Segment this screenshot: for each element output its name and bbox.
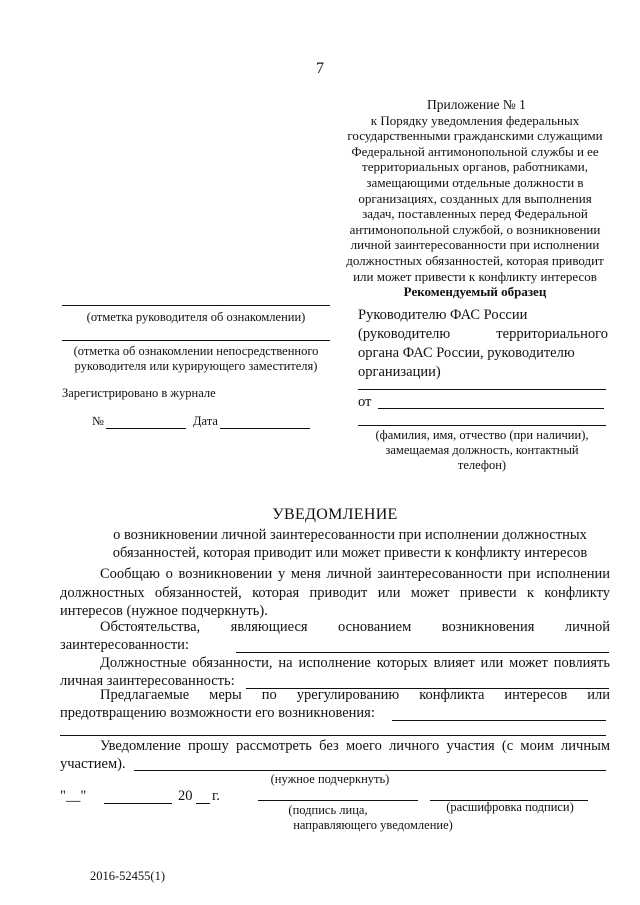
footer-code: 2016-52455(1) xyxy=(90,869,165,883)
paragraph-line: личная заинтересованность: xyxy=(60,673,235,689)
participation-caption: (нужное подчеркнуть) xyxy=(270,772,390,786)
notice-title: УВЕДОМЛЕНИЕ xyxy=(272,506,398,523)
addressee-line: органа ФАС России, руководителю xyxy=(358,345,575,361)
addressee-line xyxy=(358,325,608,344)
signature-caption-2: направляющего уведомление) xyxy=(293,818,453,832)
appendix-title: Приложение № 1 xyxy=(427,97,526,112)
notice-paragraph-1 xyxy=(60,565,610,621)
addressee-word: (руководителю xyxy=(358,326,451,342)
from-caption xyxy=(358,428,606,473)
paragraph-line: Должностные обязанности, на исполнение которых влияет или может повлиять xyxy=(100,655,610,671)
appendix-line: замещающими отдельные должности в xyxy=(366,174,584,190)
addressee-word: территориального xyxy=(496,326,608,342)
addressee-blank-line[interactable] xyxy=(358,389,606,390)
decode-caption: (расшифровка подписи) xyxy=(446,800,574,814)
deputy-mark-caption-line: руководителя или курирующего заместителя) xyxy=(74,359,318,373)
from-field-2[interactable] xyxy=(358,425,606,426)
sign-date-field[interactable] xyxy=(104,803,172,804)
paragraph-line: участием). xyxy=(60,756,126,772)
appendix-line: должностных обязанностей, которая приводит xyxy=(346,252,604,268)
appendix-line: территориальных органов, работниками, xyxy=(362,159,588,175)
appendix-line: антимонопольной службой, о возникновении xyxy=(349,221,601,237)
paragraph-line: заинтересованности: xyxy=(60,637,189,653)
measures-field[interactable] xyxy=(392,720,606,721)
year-suffix: г. xyxy=(212,788,220,804)
recommended-sample: Рекомендуемый образец xyxy=(403,284,547,300)
paragraph-line: Обстоятельства, являющиеся основанием возникновения личной xyxy=(100,619,610,635)
signature-caption-line: (подпись лица, xyxy=(288,803,368,817)
appendix-line: задач, поставленных перед Федеральной xyxy=(362,206,588,222)
appendix-line: или может привести к конфликту интересов xyxy=(353,268,597,284)
appendix-line: Федеральной антимонопольной службы и ее xyxy=(351,143,599,159)
signature-field[interactable] xyxy=(258,800,418,801)
registered-label: Зарегистрировано в журнале xyxy=(62,386,216,400)
from-caption-line: замещаемая должность, контактный xyxy=(385,443,579,457)
date-field[interactable] xyxy=(220,428,310,429)
measures-field-2[interactable] xyxy=(60,735,606,736)
number-field[interactable] xyxy=(106,428,186,429)
addressee-line: организации) xyxy=(358,364,441,380)
year-field[interactable] xyxy=(196,803,210,804)
appendix-line: личной заинтересованности при исполнении xyxy=(350,237,600,253)
from-field[interactable] xyxy=(378,408,604,409)
deputy-mark-caption-line: (отметка об ознакомлении непосредственного xyxy=(73,344,319,358)
participation-field[interactable] xyxy=(134,770,606,771)
paragraph-line: Сообщаю о возникновении у меня личной заинтересованности при исполнении xyxy=(100,566,610,582)
addressee-block xyxy=(358,306,608,382)
paragraph-line: интересов (нужное подчеркнуть). xyxy=(60,603,268,619)
date-quote: "__" xyxy=(60,788,87,804)
page-number: 7 xyxy=(316,60,324,77)
from-caption-line: (фамилия, имя, отчество (при наличии), xyxy=(375,428,589,442)
paragraph-line: Предлагаемые меры по урегулированию конфликта интересов или xyxy=(100,687,610,703)
paragraph-line: Уведомление прошу рассмотреть без моего личного участия (с моим личным xyxy=(100,738,610,754)
notice-subtitle-line: обязанностей, которая приводит или может привести к конфликту интересов xyxy=(112,545,588,561)
appendix-line: государственными гражданскими служащими xyxy=(347,128,603,144)
number-label: № xyxy=(92,414,104,428)
notice-subtitle xyxy=(60,526,640,562)
year-prefix: 20 xyxy=(178,788,193,804)
appendix-block xyxy=(340,97,610,300)
from-caption-line: телефон) xyxy=(457,458,507,472)
signature-caption xyxy=(248,803,408,818)
paragraph-line: должностных обязанностей, которая приводит или может привести к конфликту xyxy=(60,584,610,601)
head-mark-line xyxy=(62,305,330,306)
paragraph-line: предотвращению возможности его возникновения: xyxy=(60,705,375,721)
deputy-mark-line xyxy=(62,340,330,341)
notice-subtitle-line: о возникновении личной заинтересованности при исполнении должностных xyxy=(113,527,587,543)
deputy-mark-caption xyxy=(62,344,330,374)
appendix-line: к Порядку уведомления федеральных xyxy=(370,112,580,128)
from-label: от xyxy=(358,394,372,410)
addressee-line: Руководителю ФАС России xyxy=(358,307,528,323)
date-label: Дата xyxy=(193,414,218,428)
appendix-line: организациях, созданных для выполнения xyxy=(358,190,592,206)
circumstances-field[interactable] xyxy=(236,652,609,653)
head-mark-caption: (отметка руководителя об ознакомлении) xyxy=(86,310,306,324)
